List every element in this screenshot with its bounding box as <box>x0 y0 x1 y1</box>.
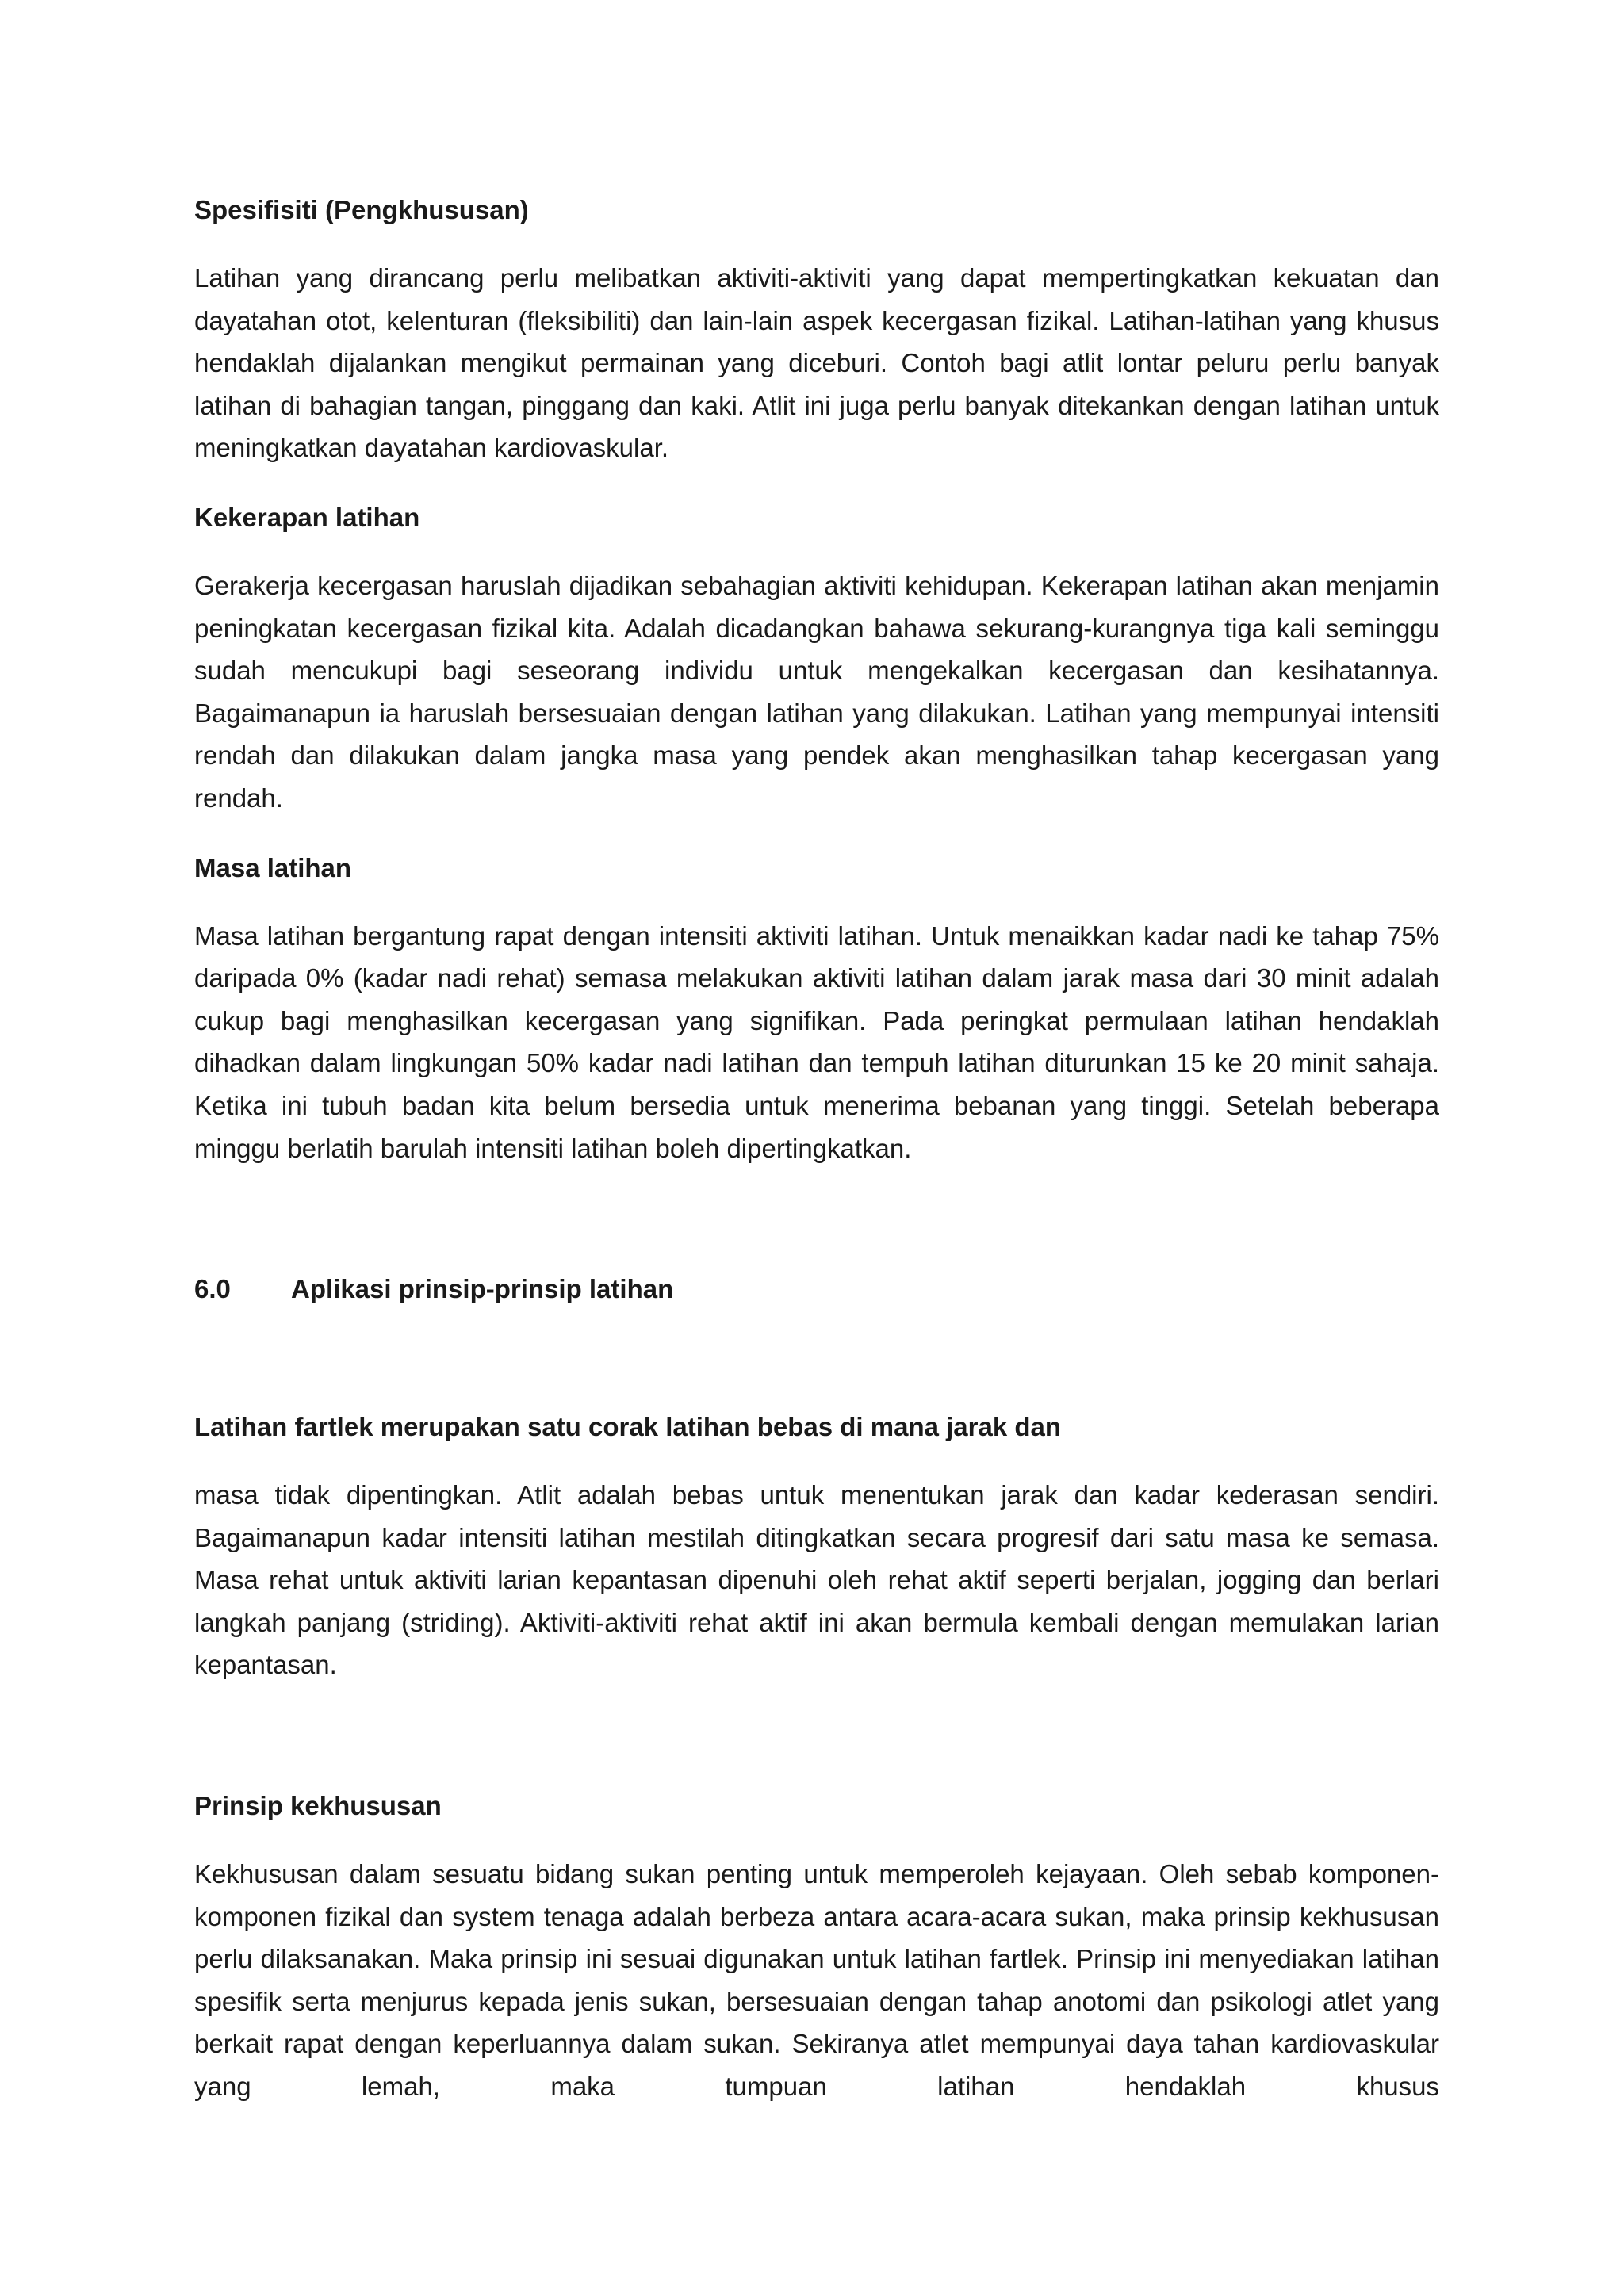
paragraph-prinsip-kekhususan: Kekhususan dalam sesuatu bidang sukan penting untuk memperoleh kejayaan. Oleh sebab komponen-komponen fizikal dan system tenaga adalah berbeza antara acara-acara sukan, maka prinsip kekhususan perlu dilaksanakan. Maka prinsip ini sesuai digunakan untuk latihan fartlek. Prinsip ini menyediakan latihan spesifik serta menjurus kepada jenis sukan, bersesuaian dengan tahap anotomi dan psikologi atlet yang berkait rapat dengan keperluannya dalam sukan. Sekiranya atlet mempunyai daya tahan kardiovaskular yang lemah, maka tumpuan latihan hendaklah khusus <box>194 1859 1439 2102</box>
heading-prinsip-kekhususan: Prinsip kekhususan <box>194 1791 442 1821</box>
heading-kekerapan-latihan: Kekerapan latihan <box>194 502 420 532</box>
paragraph-fartlek: masa tidak dipentingkan. Atlit adalah bebas untuk menentukan jarak dan kadar kederasan sendiri. Bagaimanapun kadar intensiti latihan mestilah ditingkatkan secara progresif dari satu masa ke semasa. Masa rehat untuk aktiviti larian kepantasan dipenuhi oleh rehat aktif seperti berjalan, jogging dan berlari langkah panjang (striding). Aktiviti-aktiviti rehat aktif ini akan bermula kembali dengan memulakan larian kepantasan. <box>194 1480 1439 1680</box>
heading-spesifisiti: Spesifisiti (Pengkhususan) <box>194 195 529 224</box>
heading-fartlek: Latihan fartlek merupakan satu corak latihan bebas di mana jarak dan <box>194 1412 1062 1442</box>
paragraph-kekerapan-latihan: Gerakerja kecergasan haruslah dijadikan sebahagian aktiviti kehidupan. Kekerapan latihan akan menjamin peningkatan kecergasan fizikal kita. Adalah dicadangkan bahawa sekurang-kurangnya tiga kali seminggu sudah mencukupi bagi seseorang individu untuk mengekalkan kecergasan dan kesihatannya. Bagaimanapun ia haruslah bersesuaian dengan latihan yang dilakukan. Latihan yang mempunyai intensiti rendah dan dilakukan dalam jangka masa yang pendek akan menghasilkan tahap kecergasan yang rendah. <box>194 570 1439 813</box>
section-title-text: Aplikasi prinsip-prinsip latihan <box>291 1274 674 1304</box>
heading-masa-latihan: Masa latihan <box>194 852 352 882</box>
spacer <box>194 1196 1439 1268</box>
paragraph-spesifisiti: Latihan yang dirancang perlu melibatkan aktiviti-aktiviti yang dapat mempertingkatkan kekuatan dan dayatahan otot, kelenturan (fleksibiliti) dan lain-lain aspek kecergasan fizikal. Latihan-latihan yang khusus hendaklah dijalankan mengikut permainan yang diceburi. Contoh bagi atlit lontar peluru perlu banyak latihan di bahagian tangan, pinggang dan kaki. Atlit ini juga perlu banyak ditekankan dengan latihan untuk meningkatkan dayatahan kardiovaskular. <box>194 263 1439 463</box>
spacer <box>194 1311 1439 1406</box>
section-title-6 <box>194 1268 1439 1311</box>
spacer <box>194 1713 1439 1785</box>
paragraph-masa-latihan: Masa latihan bergantung rapat dengan intensiti aktiviti latihan. Untuk menaikkan kadar nadi ke tahap 75% daripada 0% (kadar nadi rehat) semasa melakukan aktiviti latihan dalam jarak masa dari 30 minit adalah cukup bagi menghasilkan kecergasan yang signifikan. Pada peringkat permulaan latihan hendaklah dihadkan dalam lingkungan 50% kadar nadi latihan dan tempuh latihan diturunkan 15 ke 20 minit sahaja. Ketika ini tubuh badan kita belum bersedia untuk menerima bebanan yang tinggi. Setelah beberapa minggu berlatih barulah intensiti latihan boleh dipertingkatkan. <box>194 920 1439 1163</box>
page-content <box>194 189 1439 2135</box>
section-number: 6.0 <box>194 1274 231 1304</box>
